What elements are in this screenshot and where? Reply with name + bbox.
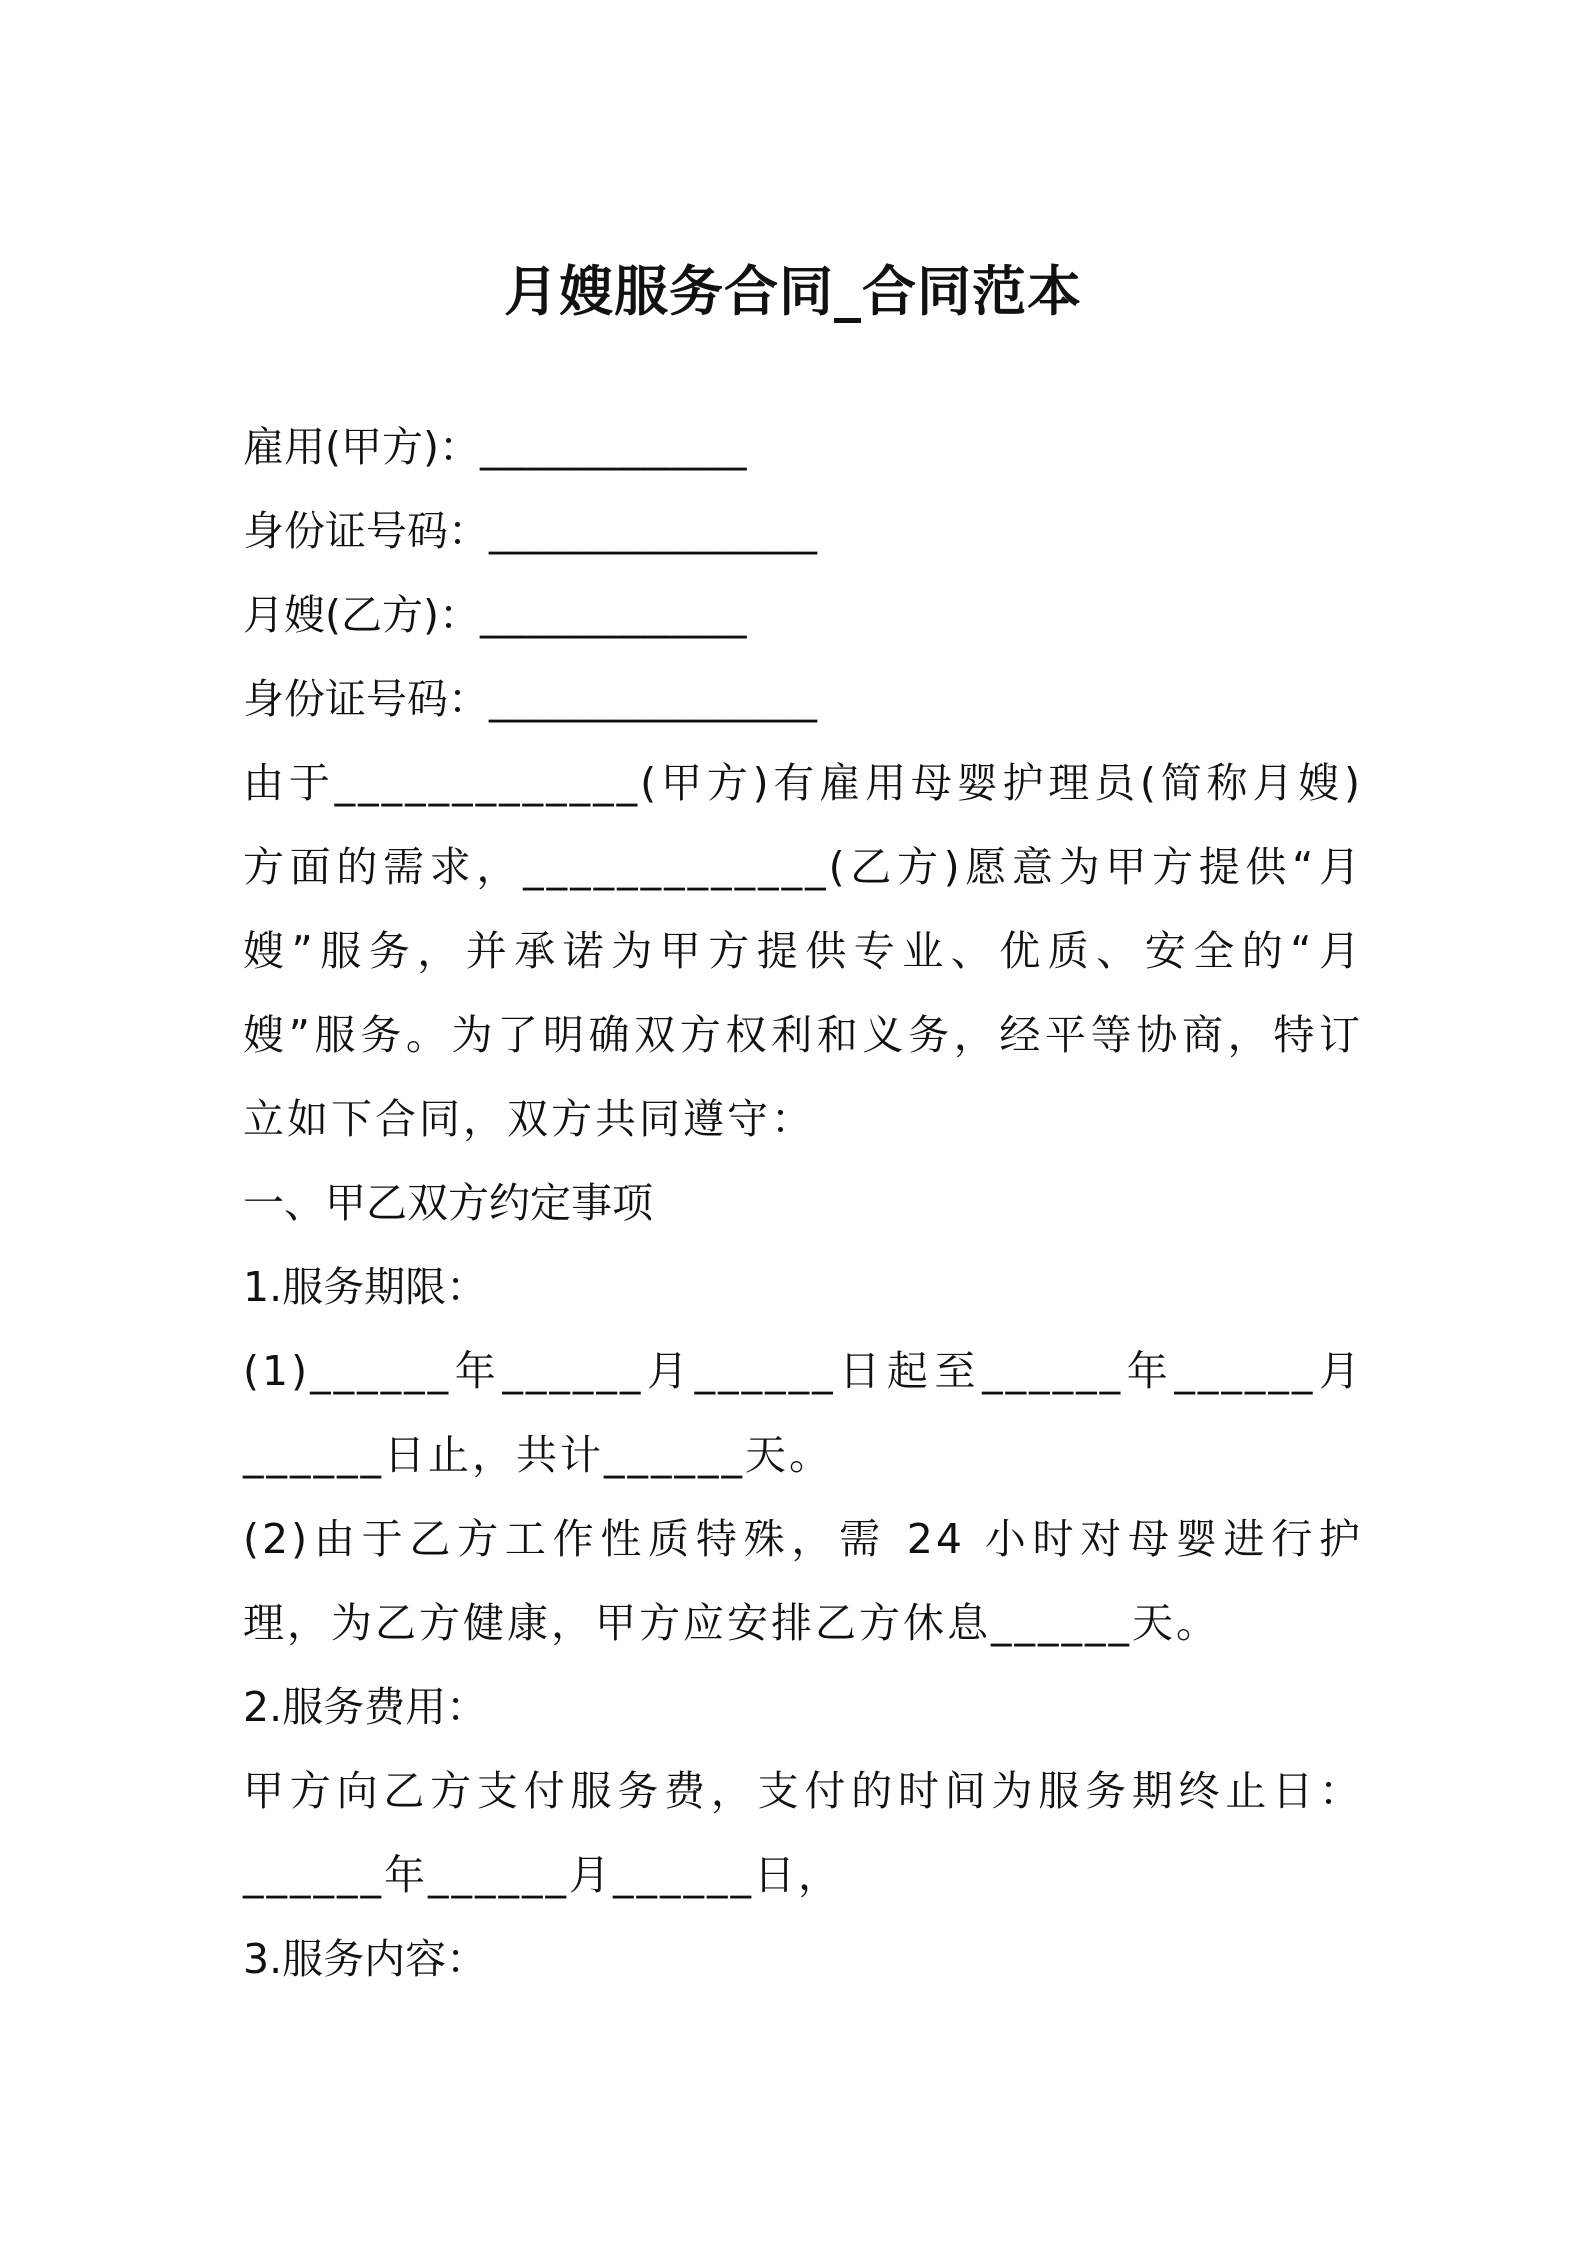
party-a-line: 雇用(甲方)：_____________ bbox=[243, 423, 747, 471]
service-period-clause-1: (1)______年______月______日起至______年______月______日止，共计______天。 bbox=[243, 1347, 1363, 1479]
document-title: 月嫂服务合同_合同范本 bbox=[504, 260, 1082, 323]
party-b-line: 月嫂(乙方)：_____________ bbox=[243, 591, 747, 639]
preamble-paragraph: 由于_____________(甲方)有雇用母婴护理员(简称月嫂)方面的需求，_____________(乙方)愿意为甲方提供“月嫂”服务，并承诺为甲方提供专业、优质、安全的“月嫂”服务。为了明确双方权利和义务，经平等协商，特订立如下合同，双方共同遵守： bbox=[243, 759, 1363, 1143]
item-heading-service-fee: 2.服务费用： bbox=[243, 1683, 488, 1731]
service-period-clause-2: (2)由于乙方工作性质特殊，需 24 小时对母婴进行护理，为乙方健康，甲方应安排乙方休息______天。 bbox=[243, 1515, 1363, 1647]
item-heading-service-content: 3.服务内容： bbox=[243, 1935, 488, 1983]
item-heading-service-period: 1.服务期限： bbox=[243, 1263, 488, 1311]
party-b-id-line: 身份证号码：________________ bbox=[243, 675, 817, 723]
document-body bbox=[243, 405, 1363, 2001]
service-fee-clause: 甲方向乙方支付服务费，支付的时间为服务期终止日：______年______月______日， bbox=[243, 1767, 1363, 1899]
section-heading: 一、甲乙双方约定事项 bbox=[243, 1179, 653, 1227]
party-a-id-line: 身份证号码：________________ bbox=[243, 507, 817, 555]
